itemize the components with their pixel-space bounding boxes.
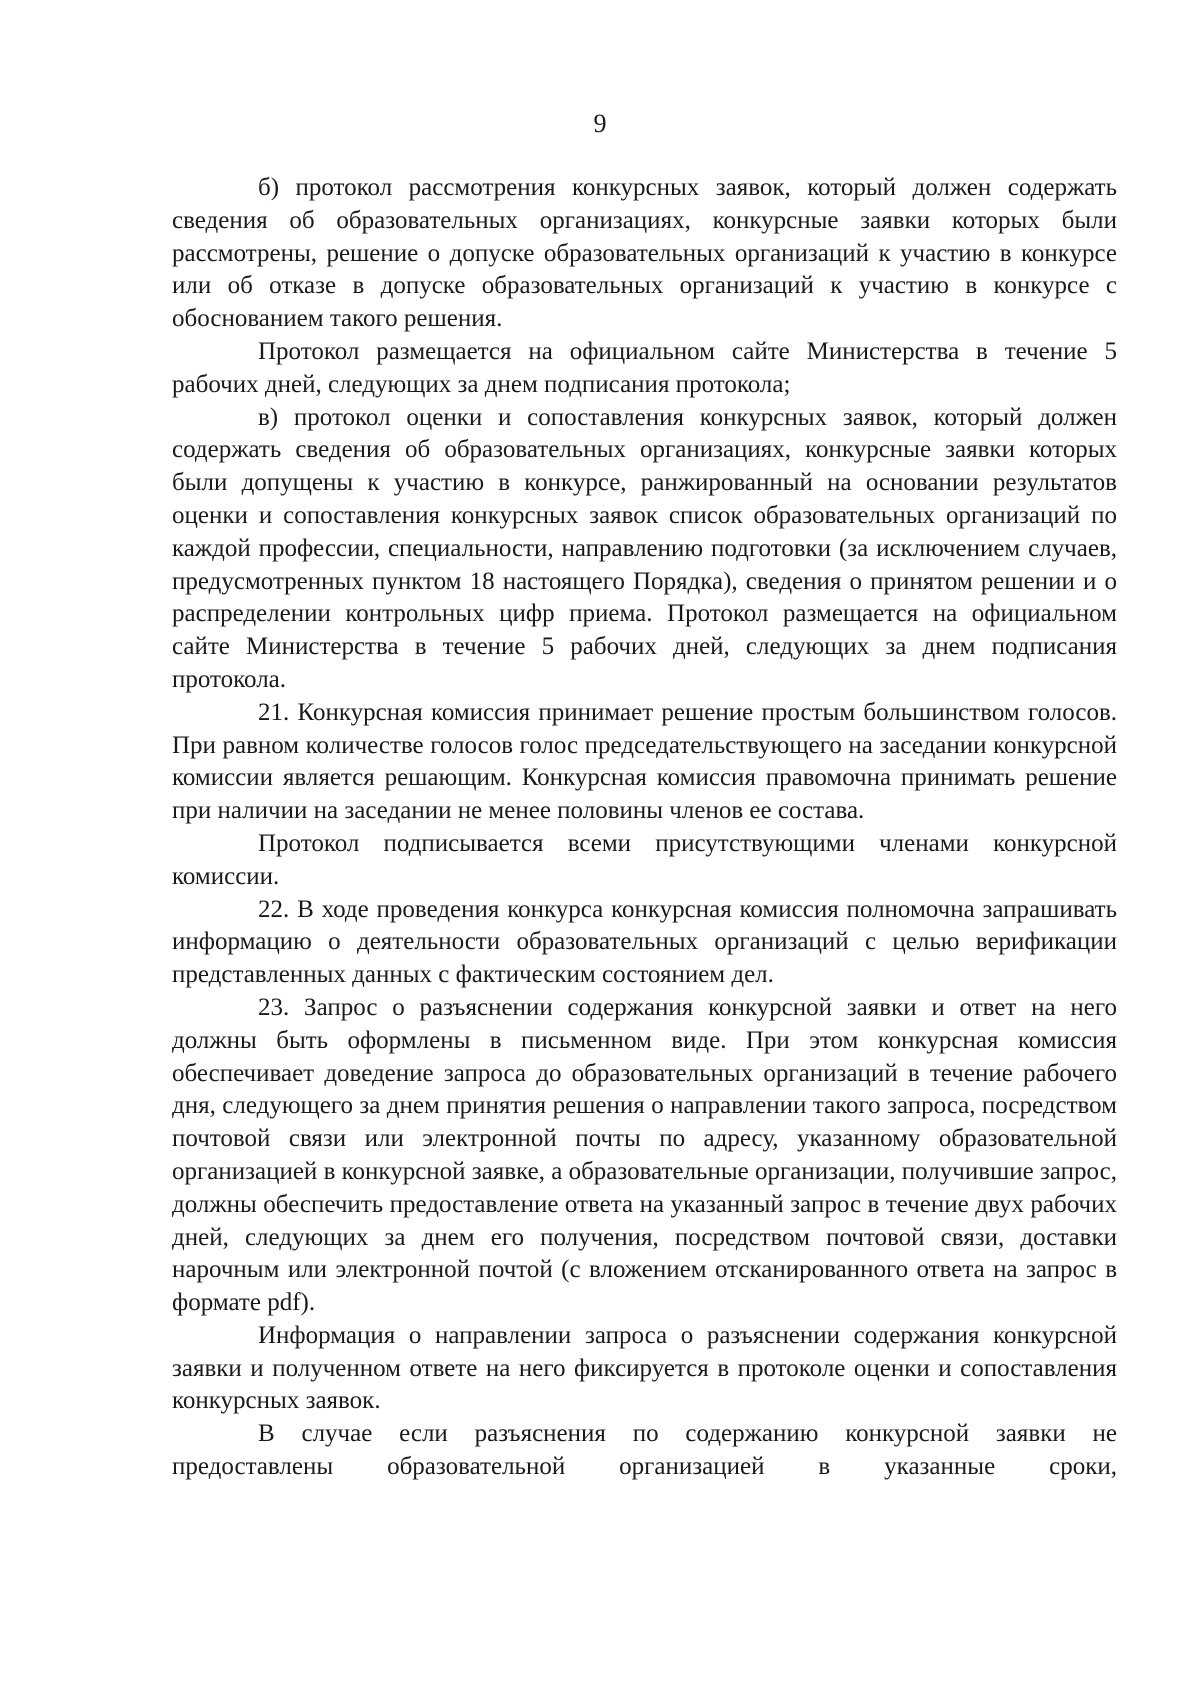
paragraph-item-21: 21. Конкурсная комиссия принимает решение простым большинством голосов. При равном количестве голосов голос председательствующего на заседании конкурсной комиссии является решающим. Конкурсная комиссия правомочна принимать решение при наличии на заседании не менее половины членов ее состава. [172, 698, 1117, 825]
paragraph-protocol-publication: Протокол размещается на официальном сайте Министерства в течение 5 рабочих дней, следующих за днем подписания протокола; [172, 337, 1117, 398]
paragraph-request-information: Информация о направлении запроса о разъяснении содержания конкурсной заявки и полученном ответе на него фиксируется в протоколе оценки и сопоставления конкурсных заявок. [172, 1321, 1117, 1415]
paragraph-item-23: 23. Запрос о разъяснении содержания конкурсной заявки и ответ на него должны быть оформлены в письменном виде. При этом конкурсная комиссия обеспечивает доведение запроса до образовательных организаций в течение рабочего дня, следующего за днем принятия решения о направлении такого запроса, посредством почтовой связи или электронной почты по адресу, указанному образовательной организацией в конкурсной заявке, а образовательные организации, получившие запрос, должны обеспечить предоставление ответа на указанный запрос в течение двух рабочих дней, следующих за днем его получения, посредством почтовой связи, доставки нарочным или электронной почтой (с вложением отсканированного ответа на запрос в формате pdf). [172, 993, 1117, 1317]
paragraph-protocol-review: б) протокол рассмотрения конкурсных заявок, который должен содержать сведения об образовательных организациях, конкурсные заявки которых были рассмотрены, решение о допуске образовательных организаций к участию в конкурсе или об отказе в допуске образовательных организаций к участию в конкурсе с обоснованием такого решения. [172, 174, 1117, 333]
document-body [172, 172, 1117, 1484]
paragraph-clarification-not-provided: В случае если разъяснения по содержанию конкурсной заявки не предоставлены образовательной организацией в указанные сроки, [172, 1420, 1117, 1481]
paragraph-protocol-signing: Протокол подписывается всеми присутствующими членами конкурсной комиссии. [172, 829, 1117, 890]
page-number: 9 [593, 109, 607, 138]
paragraph-protocol-evaluation: в) протокол оценки и сопоставления конкурсных заявок, который должен содержать сведения об образовательных организациях, конкурсные заявки которых были допущены к участию в конкурсе, ранжированный на основании результатов оценки и сопоставления конкурсных заявок список образовательных организаций по каждой профессии, специальности, направлению подготовки (за исключением случаев, предусмотренных пунктом 18 настоящего Порядка), сведения о принятом решении и о распределении контрольных цифр приема. Протокол размещается на официальном сайте Министерства в течение 5 рабочих дней, следующих за днем подписания протокола. [172, 403, 1117, 693]
paragraph-item-22: 22. В ходе проведения конкурса конкурсная комиссия полномочна запрашивать информацию о деятельности образовательных организаций с целью верификации представленных данных с фактическим состоянием дел. [172, 895, 1117, 989]
